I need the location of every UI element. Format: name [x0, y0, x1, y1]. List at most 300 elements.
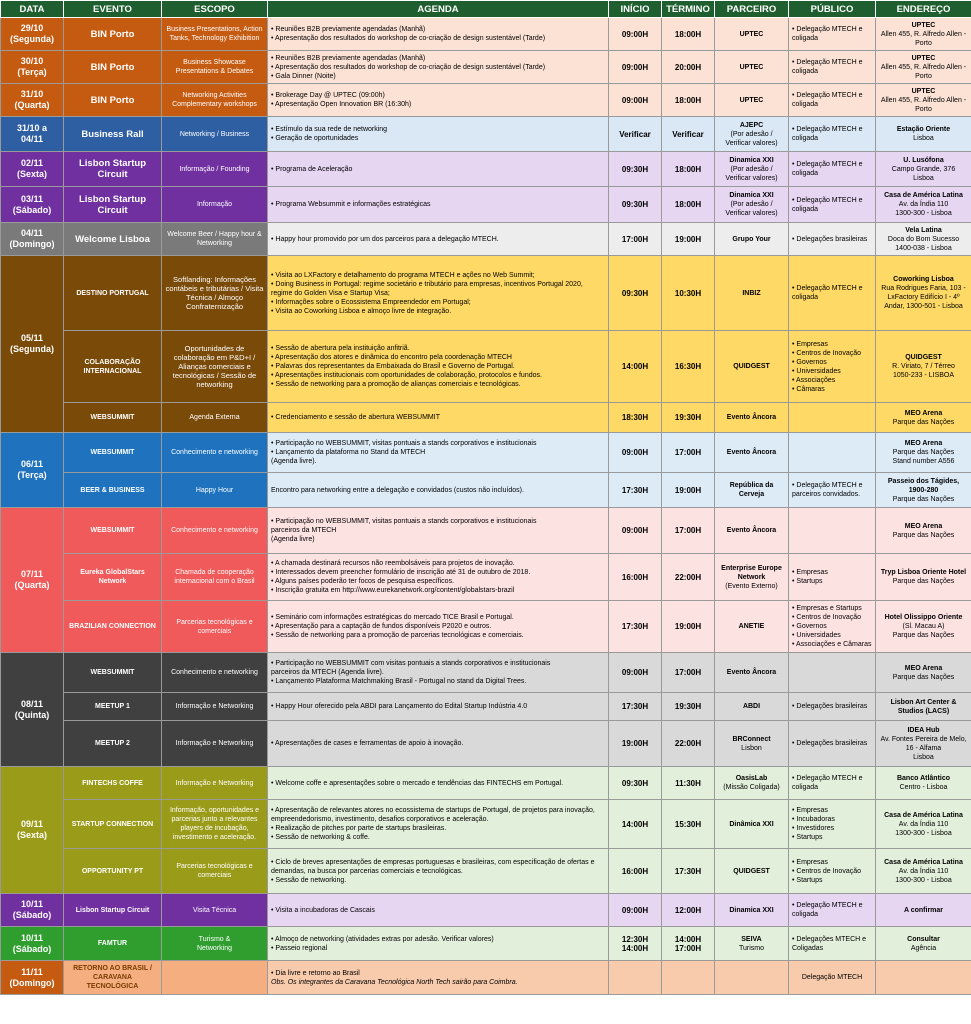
audience-line: • Delegações MTECH e Coligadas: [792, 935, 867, 952]
schedule-row: [1, 894, 971, 927]
address-line: Passeio dos Tágides, 1900-280: [887, 477, 960, 494]
cell-line: 17:30H: [621, 485, 649, 495]
partner-cell: [715, 51, 789, 84]
address-line: Av. da Índia 110: [898, 820, 949, 828]
audience-line: • Investidores: [792, 825, 835, 832]
partner-cell: [715, 433, 789, 473]
address-line: Consultar: [907, 935, 940, 943]
event-cell: [64, 554, 162, 601]
address-line: Vela Latina: [905, 226, 942, 234]
agenda-line: • Apresentação dos resultados do workshop de co-criação de design sustentável (Tarde): [271, 35, 546, 42]
cell-line: Networking: [196, 944, 232, 952]
address-line: Campo Grande, 376: [891, 165, 956, 173]
audience-cell: [789, 433, 876, 473]
agenda-line: • Gala Dinner (Noite): [271, 72, 336, 80]
audience-cell: [789, 800, 876, 849]
event-cell: [64, 849, 162, 894]
event-cell: [64, 84, 162, 117]
cell-line: Business Showcase Presentations & Debates: [175, 59, 254, 75]
scope-cell: [162, 721, 268, 767]
address-line: MEO Arena: [904, 440, 943, 447]
audience-line: • Delegações brasileiras: [792, 740, 868, 747]
address-line: Hotel Olissippo Oriente: [884, 614, 963, 621]
address-cell: [876, 433, 971, 473]
cell-line: (Segunda): [10, 34, 54, 44]
audience-cell: [789, 927, 876, 961]
audience-line: • Delegações brasileiras: [792, 235, 868, 243]
address-cell: [876, 894, 971, 927]
cell-line: Informação / Founding: [179, 165, 250, 173]
end-time-cell: [662, 18, 715, 51]
start-time-cell: [609, 403, 662, 433]
schedule-row: [1, 84, 971, 117]
start-time-cell: [609, 223, 662, 256]
audience-cell: [789, 256, 876, 331]
start-time-cell: [609, 473, 662, 508]
partner-line: UPTEC: [739, 96, 764, 104]
audience-cell: [789, 331, 876, 403]
cell-line: 22:00H: [674, 572, 702, 582]
audience-cell: [789, 554, 876, 601]
scope-cell: [162, 800, 268, 849]
cell-line: 18:00H: [674, 200, 702, 209]
agenda-line: • Participação no WEBSUMMIT, visitas pontuais a stands corporativos e institucionais: [271, 518, 537, 525]
cell-line: 09/11: [20, 819, 44, 829]
schedule-row: [1, 849, 971, 894]
cell-line: 09:00H: [621, 29, 649, 39]
cell-line: (Domingo): [9, 977, 55, 988]
partner-cell: [715, 256, 789, 331]
partner-cell: [715, 117, 789, 152]
scope-cell: [162, 18, 268, 51]
agenda-cell: [268, 721, 609, 767]
agenda-line: • Visita ao LXFactory e detalhamento do programa MTECH e ações no Web Summit;: [271, 271, 535, 279]
partner-cell: [715, 84, 789, 117]
date-cell: [1, 152, 64, 187]
start-time-cell: [609, 18, 662, 51]
scope-cell: [162, 331, 268, 403]
agenda-line: • Reuniões B2B previamente agendadas (Manhã): [271, 26, 426, 33]
header-inicio: INÍCIO: [609, 1, 662, 18]
agenda-line: • Apresentação para a captação de fundos disponíveis P2020 e outros.: [271, 623, 492, 630]
date-cell: [1, 256, 64, 433]
partner-line: OasisLab: [735, 775, 768, 782]
event-cell: [64, 508, 162, 554]
partner-line: (Por adesão / Verificar valores): [725, 165, 778, 182]
address-line: UPTEC: [911, 87, 936, 95]
cell-line: 08/11: [20, 698, 44, 709]
partner-cell: [715, 849, 789, 894]
date-cell: [1, 117, 64, 152]
cell-line: Lisbon Startup Circuit: [75, 906, 150, 914]
schedule-row: [1, 433, 971, 473]
audience-line: • Universidades: [792, 632, 841, 639]
cell-line: 09:30H: [621, 778, 649, 788]
cell-line: (Sexta): [16, 830, 47, 840]
cell-line: Softlanding: Informações contábeis e tributárias / Visita Técnica / Almoço Confraternização: [165, 275, 264, 311]
agenda-cell: [268, 508, 609, 554]
address-line: Av. Fontes Pereira de Melo, 16 - Alfama: [880, 735, 967, 752]
cell-line: (Quinta): [14, 709, 50, 720]
agenda-line: • Sessão de abertura pela instituição anfitriã.: [271, 345, 410, 352]
audience-line: • Câmaras: [792, 385, 825, 393]
audience-cell: [789, 849, 876, 894]
address-cell: [876, 767, 971, 800]
schedule-row: [1, 223, 971, 256]
start-time-cell: [609, 331, 662, 403]
scope-cell: [162, 601, 268, 653]
address-line: Parque das Nações: [892, 578, 955, 585]
agenda-cell: [268, 927, 609, 961]
address-line: Av. da Índia 110: [898, 201, 949, 208]
address-line: 1400-038 - Lisboa: [895, 244, 952, 252]
address-cell: [876, 152, 971, 187]
cell-line: (Sábado): [12, 910, 52, 920]
agenda-line: • Apresentação dos resultados do workshop de co-criação de design sustentável (Tarde): [271, 63, 546, 71]
scope-cell: [162, 927, 268, 961]
cell-line: (Terça): [17, 470, 47, 480]
cell-line: 05/11: [20, 333, 44, 343]
cell-line: Parcerias tecnológicas e comerciais: [176, 863, 253, 879]
audience-line: • Centros de Inovação: [792, 349, 861, 357]
cell-line: 19:00H: [674, 485, 702, 495]
start-time-cell: [609, 800, 662, 849]
agenda-cell: [268, 403, 609, 433]
audience-line: • Associações: [792, 376, 836, 384]
partner-cell: [715, 894, 789, 927]
address-line: Rua Rodrigues Faria, 103 - LxFactory Edifício I - 4º Andar, 1300-501 - Lisboa: [881, 285, 966, 310]
start-time-cell: [609, 508, 662, 554]
partner-line: UPTEC: [739, 63, 764, 71]
audience-line: • Delegação MTECH e coligada: [792, 775, 863, 791]
cell-line: 16:30H: [674, 362, 702, 371]
start-time-cell: [609, 554, 662, 601]
end-time-cell: [662, 554, 715, 601]
agenda-cell: [268, 223, 609, 256]
cell-line: Lisbon Startup Circuit: [78, 193, 147, 216]
cell-line: Informação e Networking: [175, 779, 254, 787]
cell-line: 14:00H: [621, 943, 649, 953]
cell-line: WEBSUMMIT: [90, 449, 135, 456]
cell-line: (Quarta): [14, 580, 50, 590]
audience-cell: [789, 473, 876, 508]
address-cell: [876, 961, 971, 995]
header-agenda: AGENDA: [268, 1, 609, 18]
address-cell: [876, 653, 971, 693]
address-line: Doca do Bom Sucesso: [887, 235, 960, 243]
address-line: Lisboa: [913, 174, 934, 182]
agenda-line: • Almoço de networking (atividades extras por adesão. Verificar valores): [271, 935, 494, 943]
scope-cell: [162, 51, 268, 84]
partner-line: (Missão Coligada): [723, 784, 780, 791]
date-cell: [1, 894, 64, 927]
address-cell: [876, 601, 971, 653]
partner-cell: [715, 187, 789, 223]
cell-line: 09:00H: [621, 448, 649, 457]
audience-line: • Delegação MTECH e coligada: [792, 126, 863, 142]
address-line: UPTEC: [911, 54, 936, 62]
audience-line: • Associações e Câmaras: [792, 641, 872, 648]
event-cell: [64, 117, 162, 152]
cell-line: Welcome Beer / Happy hour & Networking: [167, 231, 262, 247]
audience-line: • Empresas: [792, 807, 828, 814]
scope-cell: [162, 849, 268, 894]
cell-line: 29/10: [20, 23, 44, 33]
agenda-cell: [268, 84, 609, 117]
cell-line: 09:30H: [621, 288, 649, 298]
partner-line: SEIVA: [741, 935, 762, 943]
schedule-row: [1, 961, 971, 995]
address-cell: [876, 84, 971, 117]
event-cell: [64, 433, 162, 473]
cell-line: Turismo &: [198, 935, 231, 943]
address-line: Agência: [910, 944, 937, 952]
cell-line: (Domingo): [9, 239, 55, 249]
audience-cell: [789, 84, 876, 117]
address-cell: [876, 403, 971, 433]
partner-line: Dinâmica XXI: [729, 820, 774, 828]
schedule-row: [1, 508, 971, 554]
cell-line: 17:00H: [674, 448, 702, 457]
cell-line: 17:00H: [674, 526, 702, 535]
agenda-line: • Doing Business in Portugal: regime societário e tributário para empresas, incentivos Portugal 2020, regime do Golden Visa e Startup Visa;: [271, 280, 583, 297]
date-cell: [1, 653, 64, 767]
partner-line: (Por adesão / Verificar valores): [725, 130, 778, 147]
audience-line: • Governos: [792, 623, 827, 630]
cell-line: 09:30H: [621, 200, 649, 209]
cell-line: Visita Técnica: [192, 906, 237, 914]
address-line: Lisbon Art Center & Studios (LACS): [890, 698, 957, 715]
agenda-cell: [268, 473, 609, 508]
cell-line: 12:30H: [621, 934, 649, 944]
address-line: U. Lusófona: [903, 156, 944, 164]
start-time-cell: [609, 849, 662, 894]
cell-line: Informação e Networking: [175, 703, 254, 710]
cell-line: 17:00H: [674, 943, 702, 953]
header-evento: EVENTO: [64, 1, 162, 18]
partner-cell: [715, 331, 789, 403]
schedule-row: [1, 18, 971, 51]
event-cell: [64, 403, 162, 433]
cell-line: 16:00H: [621, 866, 649, 876]
cell-line: Agenda Externa: [189, 414, 240, 421]
end-time-cell: [662, 800, 715, 849]
event-cell: [64, 331, 162, 403]
address-line: Parque das Nações: [892, 495, 955, 503]
address-cell: [876, 18, 971, 51]
start-time-cell: [609, 152, 662, 187]
cell-line: Happy Hour: [195, 486, 234, 494]
end-time-cell: [662, 927, 715, 961]
end-time-cell: [662, 433, 715, 473]
cell-line: 14:00H: [674, 934, 702, 944]
cell-line: (Quarta): [14, 100, 50, 110]
cell-line: 06/11: [20, 459, 44, 469]
scope-cell: [162, 473, 268, 508]
event-cell: [64, 18, 162, 51]
start-time-cell: [609, 433, 662, 473]
end-time-cell: [662, 961, 715, 995]
agenda-line: • Welcome coffe e apresentações sobre o mercado e tendências das FINTECHS em Portugal.: [271, 779, 564, 787]
cell-line: 19:30H: [674, 413, 702, 422]
event-cell: [64, 187, 162, 223]
cell-line: MEETUP 1: [95, 703, 130, 710]
partner-line: Grupo Your: [732, 235, 771, 243]
cell-line: BIN Porto: [90, 61, 135, 73]
partner-line: INBIZ: [742, 289, 761, 297]
date-cell: [1, 508, 64, 653]
agenda-cell: [268, 117, 609, 152]
event-cell: [64, 767, 162, 800]
end-time-cell: [662, 849, 715, 894]
agenda-cell: [268, 894, 609, 927]
cell-line: Chamada de cooperação internacional com o Brasil: [174, 569, 255, 585]
agenda-line: • Apresentação dos atores e dinâmica do encontro pela coordenação MTECH: [271, 354, 512, 361]
end-time-cell: [662, 403, 715, 433]
cell-line: 20:00H: [674, 62, 702, 72]
scope-cell: [162, 554, 268, 601]
agenda-cell: [268, 187, 609, 223]
end-time-cell: [662, 601, 715, 653]
agenda-line: parceiros da MTECH: [271, 527, 337, 534]
header-parceiro: PARCEIRO: [715, 1, 789, 18]
address-cell: [876, 721, 971, 767]
audience-cell: [789, 187, 876, 223]
audience-line: • Delegação MTECH e coligada: [792, 161, 863, 177]
end-time-cell: [662, 653, 715, 693]
partner-cell: [715, 653, 789, 693]
address-line: 1300-300 - Lisboa: [895, 210, 952, 217]
agenda-line: • Visita ao Coworking Lisboa e almoço livre de integração.: [271, 307, 452, 315]
cell-line: 04/11: [20, 228, 44, 238]
schedule-row: [1, 256, 971, 331]
cell-line: 17:30H: [621, 622, 649, 631]
agenda-line: • Credenciamento e sessão de abertura WEBSUMMIT: [271, 414, 440, 421]
partner-cell: [715, 152, 789, 187]
scope-cell: [162, 223, 268, 256]
scope-cell: [162, 693, 268, 721]
schedule-row: [1, 601, 971, 653]
address-line: R. Viriato, 7 / Térreo: [892, 363, 955, 370]
event-cell: [64, 51, 162, 84]
cell-line: Business Rall: [81, 128, 144, 140]
address-line: IDEA Hub: [907, 726, 940, 734]
agenda-line: • Participação no WEBSUMMIT com visitas pontuais a stands corporativos e institucionais: [271, 660, 551, 667]
address-line: Parque das Nações: [892, 531, 955, 539]
agenda-cell: [268, 961, 609, 995]
audience-cell: [789, 767, 876, 800]
partner-cell: [715, 223, 789, 256]
cell-line: STARTUP CONNECTION: [71, 820, 154, 828]
address-cell: [876, 800, 971, 849]
schedule-row: [1, 721, 971, 767]
cell-line: (Segunda): [10, 344, 54, 354]
address-cell: [876, 693, 971, 721]
partner-line: República da Cerveja: [729, 482, 774, 498]
partner-line: Turismo: [738, 944, 765, 952]
cell-line: 09:00H: [621, 526, 649, 535]
cell-line: Verificar: [672, 129, 704, 139]
audience-line: • Incubadoras: [792, 816, 835, 823]
cell-line: 31/10 a: [16, 123, 48, 133]
agenda-line: • Dia livre e retorno ao Brasil: [271, 969, 360, 977]
partner-line: Dinamica XXI: [729, 192, 774, 199]
partner-cell: [715, 18, 789, 51]
scope-cell: [162, 256, 268, 331]
start-time-cell: [609, 693, 662, 721]
cell-line: 10/11: [20, 932, 44, 943]
agenda-cell: [268, 256, 609, 331]
cell-line: (Sábado): [12, 943, 52, 954]
cell-line: WEBSUMMIT: [90, 527, 135, 534]
agenda-line: • Inscrição gratuita em http://www.eurekanetwork.org/content/globalstars-brazil: [271, 587, 515, 594]
address-line: Estação Oriente: [896, 126, 951, 133]
agenda-line: • Passeio regional: [271, 944, 328, 952]
start-time-cell: [609, 117, 662, 152]
address-cell: [876, 473, 971, 508]
cell-line: Business Presentations, Action Tanks, Technology Exhibition: [166, 26, 263, 42]
agenda-line: • Lançamento da plataforma no Stand da MTECH: [271, 449, 426, 456]
partner-cell: [715, 927, 789, 961]
partner-cell: [715, 473, 789, 508]
partner-cell: [715, 403, 789, 433]
address-line: MEO Arena: [904, 664, 943, 672]
agenda-line: Obs. Os integrantes da Caravana Tecnológica North Tech sairão para Coimbra.: [271, 978, 518, 986]
cell-line: 09:00H: [621, 668, 649, 677]
agenda-line: • Estímulo da sua rede de networking: [271, 126, 388, 133]
partner-line: Enterprise Europe Network: [721, 564, 782, 581]
partner-cell: [715, 554, 789, 601]
partner-line: Dinamica XXI: [729, 906, 774, 914]
end-time-cell: [662, 894, 715, 927]
partner-line: QUIDGEST: [733, 363, 770, 370]
cell-line: 19:00H: [621, 739, 649, 748]
audience-line: Delegação MTECH: [801, 974, 863, 981]
address-line: QUIDGEST: [905, 354, 942, 361]
cell-line: MEETUP 2: [95, 740, 130, 747]
address-line: Lisboa: [913, 753, 934, 761]
agenda-line: • Informações sobre o Ecossistema Empreendedor em Portugal;: [271, 298, 471, 306]
audience-cell: [789, 403, 876, 433]
end-time-cell: [662, 693, 715, 721]
cell-line: (Sexta): [16, 169, 47, 179]
cell-line: WEBSUMMIT: [90, 414, 135, 421]
header-endereco: ENDEREÇO: [876, 1, 971, 18]
audience-line: • Delegação MTECH e coligada: [792, 26, 863, 42]
agenda-line: Encontro para networking entre a delegação e convidados (custos não incluídos).: [271, 486, 524, 494]
agenda-line: • Apresentações de cases e ferramentas de apoio à inovação.: [271, 740, 464, 747]
event-cell: [64, 601, 162, 653]
agenda-line: • Programa Websummit e informações estratégicas: [271, 201, 431, 208]
agenda-line: • Sessão de networking.: [271, 876, 347, 884]
cell-line: RETORNO AO BRASIL / CARAVANA TECNOLÓGICA: [73, 965, 152, 990]
agenda-cell: [268, 767, 609, 800]
start-time-cell: [609, 187, 662, 223]
cell-line: 17:00H: [621, 234, 649, 244]
agenda-line: • Realização de pitches por parte de startups brasileiras.: [271, 825, 447, 832]
address-cell: [876, 554, 971, 601]
agenda-line: • Palavras dos representantes da Embaixada do Brasil e Governo de Portugal.: [271, 363, 515, 370]
cell-line: FAMTUR: [97, 940, 128, 947]
cell-line: 14:00H: [621, 362, 649, 371]
agenda-line: • Happy hour promovido por um dos parceiros para a delegação MTECH.: [271, 235, 499, 243]
date-cell: [1, 187, 64, 223]
partner-line: ABDI: [742, 703, 761, 710]
address-cell: [876, 508, 971, 554]
agenda-cell: [268, 331, 609, 403]
agenda-cell: [268, 152, 609, 187]
address-line: 1050-233 - LISBOA: [892, 372, 955, 379]
